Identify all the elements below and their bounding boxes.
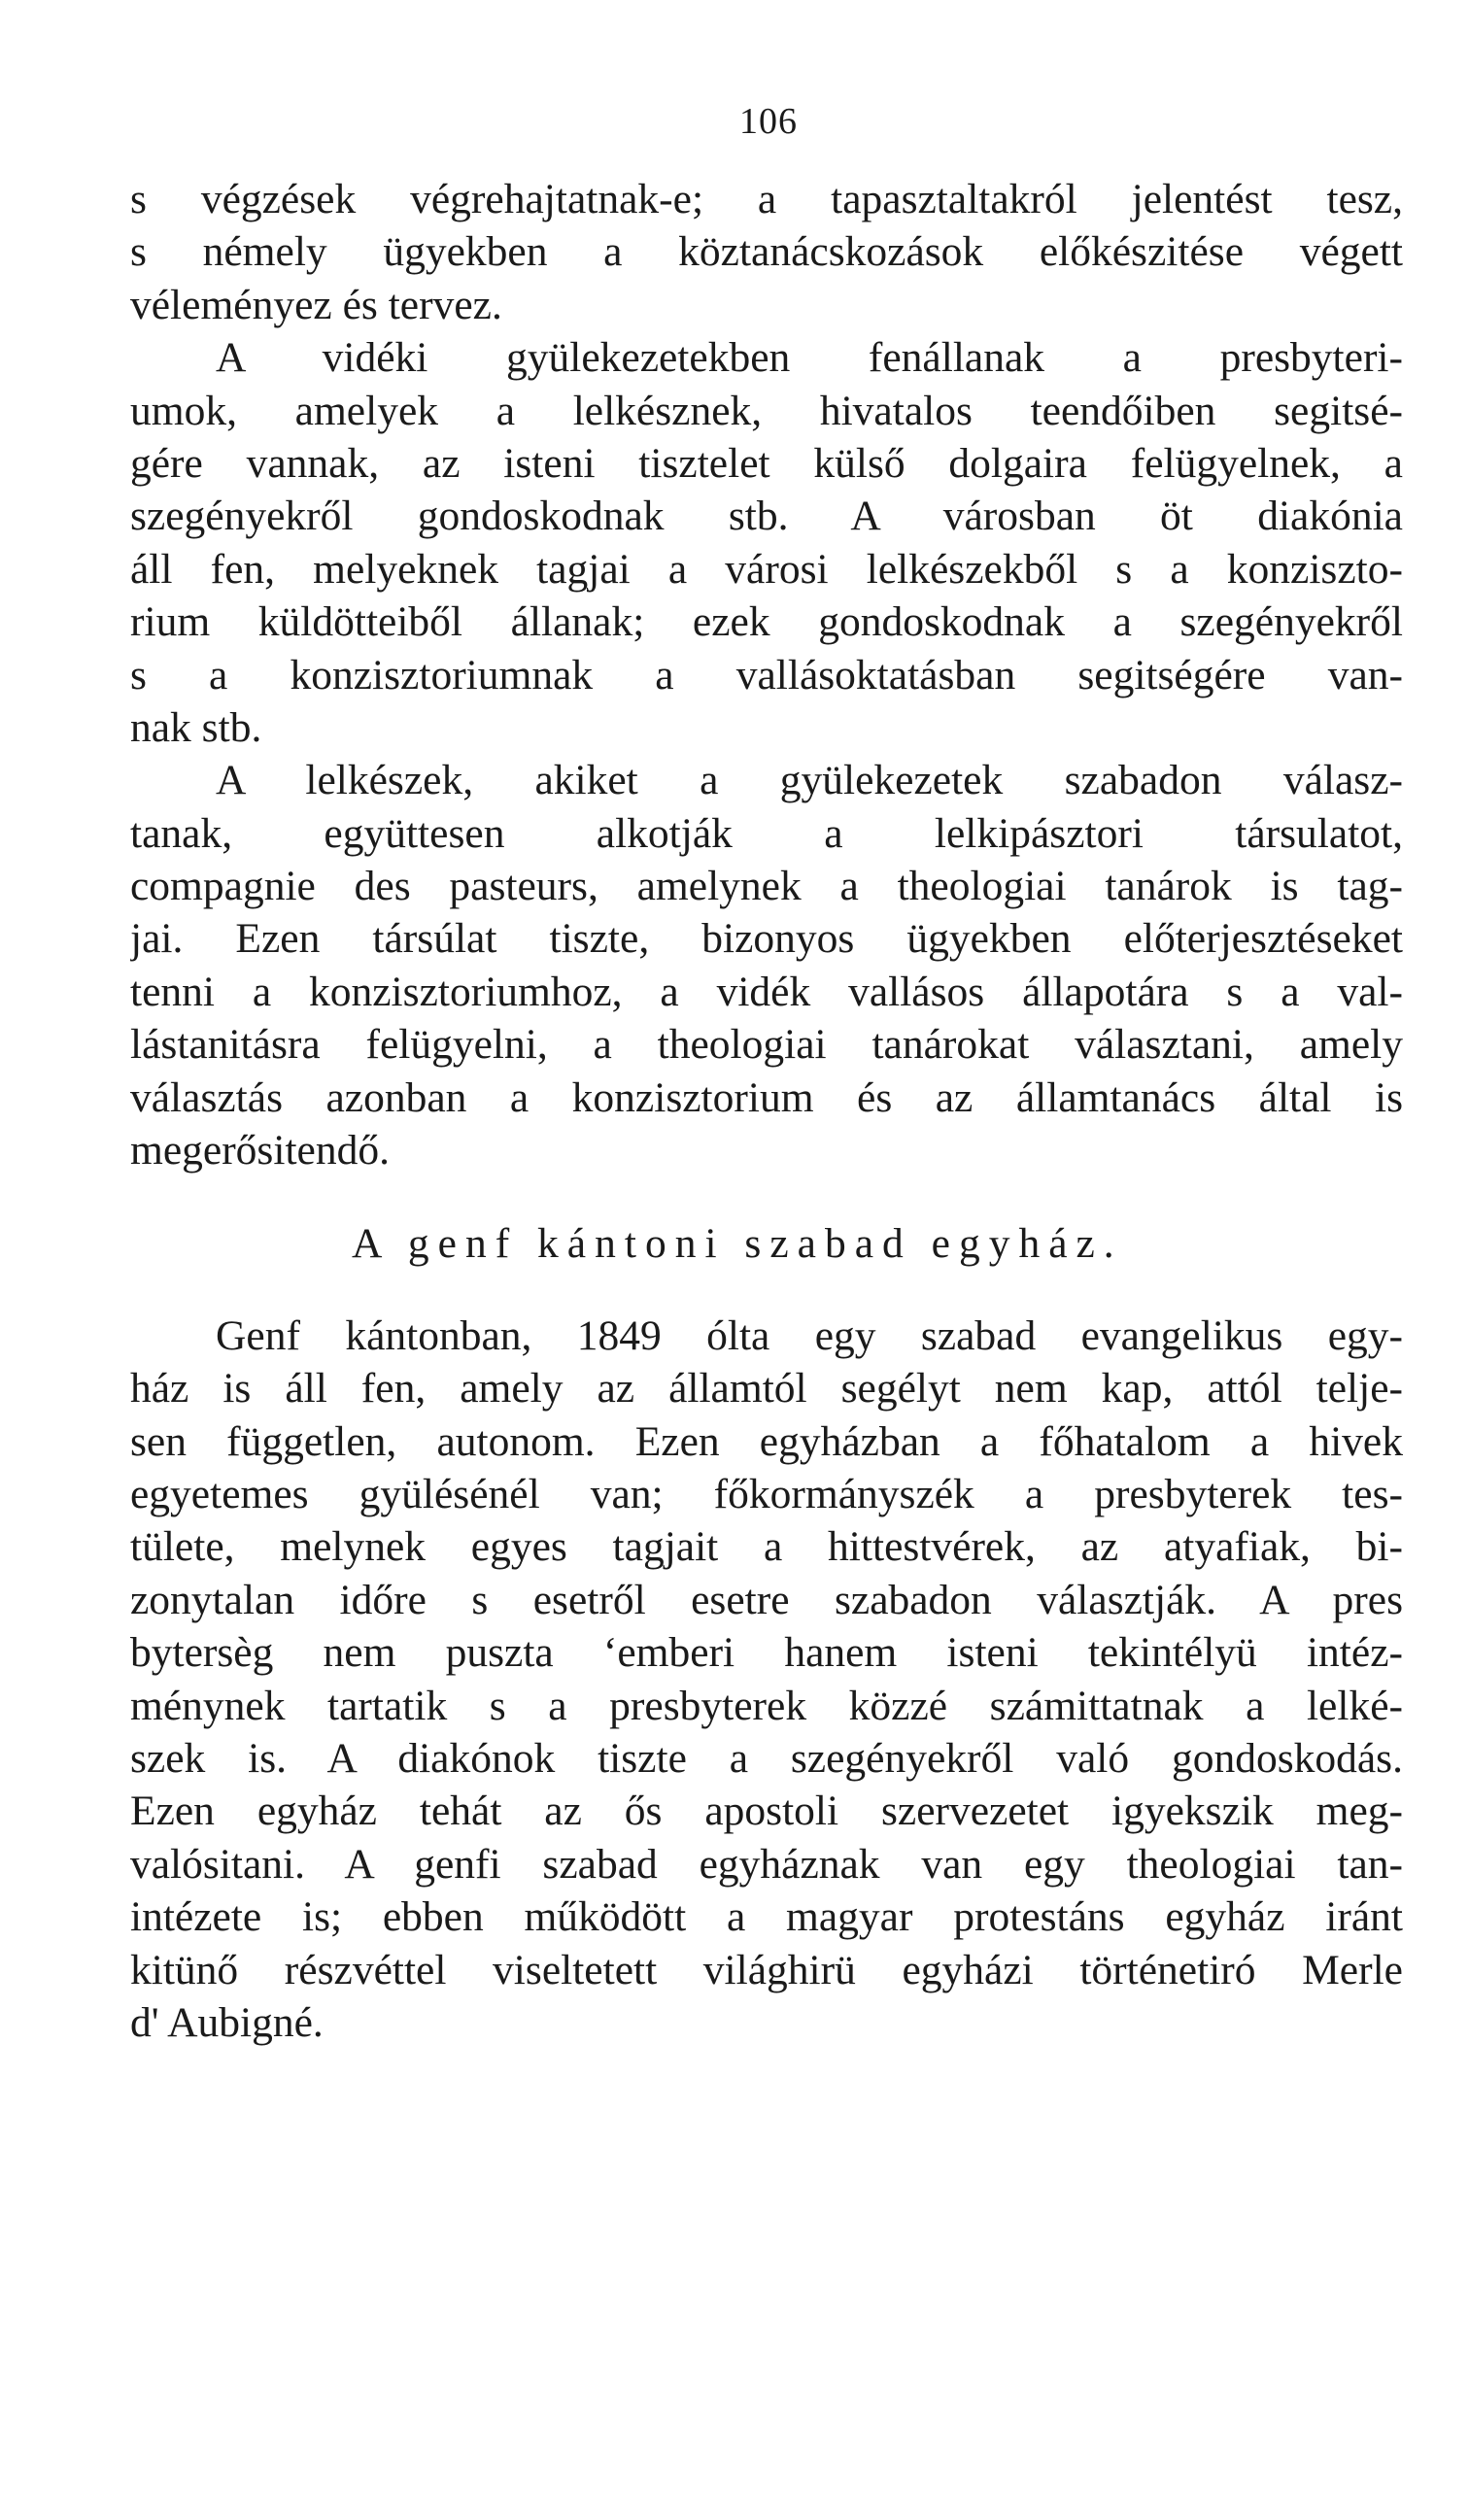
text-line: kitünő részvéttel viseltetett világhirü egyházi történetiró Merle [130, 1946, 1403, 1993]
text-line: A lelkészek, akiket a gyülekezetek szabadon válasz- [216, 757, 1403, 804]
text-line: intézete is; ebben működött a magyar protestáns egyház iránt [130, 1893, 1403, 1941]
text-line: bytersèg nem puszta ʻemberi hanem isteni tekintélyü intéz- [130, 1629, 1403, 1677]
text-line: véleményez és tervez. [130, 281, 502, 328]
paragraph [130, 1310, 1403, 2049]
page-number: 106 [739, 101, 798, 142]
text-line: tenni a konzisztoriumhoz, a vidék vallásos állapotára s a val- [130, 968, 1403, 1015]
text-line: tanak, együttesen alkotják a lelkipásztori társulatot, [130, 809, 1403, 857]
text-line: Genf kántonban, 1849 ólta egy szabad evangelikus egy- [216, 1311, 1403, 1359]
text-line: megerősitendő. [130, 1127, 390, 1175]
text-line: nak stb. [130, 703, 262, 751]
text-line: ménynek tartatik s a presbyterek közzé számittatnak a lelké- [130, 1682, 1403, 1729]
text-line: egyetemes gyülésénél van; főkormányszék a presbyterek tes- [130, 1470, 1403, 1517]
text-line: áll fen, melyeknek tagjai a városi lelkészekből s a konziszto- [130, 545, 1403, 593]
text-line: A vidéki gyülekezetekben fenállanak a presbyteri- [216, 334, 1403, 382]
text-line: zonytalan időre s esetről esetre szabadon választják. A pres [130, 1576, 1403, 1623]
text-line: Ezen egyház tehát az ős apostoli szervezetet igyekszik meg- [130, 1788, 1403, 1835]
text-line: gére vannak, az isteni tisztelet külső dolgaira felügyelnek, a [130, 439, 1403, 487]
text-line: lástanitásra felügyelni, a theologiai tanárokat választani, amely [130, 1021, 1403, 1069]
text-line: s a konzisztoriumnak a vallásoktatásban segitségére van- [130, 651, 1403, 698]
text-line: umok, amelyek a lelkésznek, hivatalos teendőiben segitsé- [130, 387, 1403, 434]
paragraph [130, 331, 1403, 754]
section-heading: A genf kántoni szabad egyház. [352, 1220, 1123, 1268]
text-line: szek is. A diakónok tiszte a szegényekről való gondoskodás. [130, 1734, 1403, 1782]
text-line: rium küldötteiből állanak; ezek gondoskodnak a szegényekről [130, 598, 1403, 646]
text-line: valósitani. A genfi szabad egyháznak van egy theologiai tan- [130, 1840, 1403, 1888]
text-line: szegényekről gondoskodnak stb. A városban öt diakónia [130, 493, 1403, 540]
text-line: sen független, autonom. Ezen egyházban a főhatalom a hivek [130, 1417, 1403, 1465]
text-line: választás azonban a konzisztorium és az államtanács által is [130, 1073, 1403, 1121]
text-line: jai. Ezen társúlat tiszte, bizonyos ügyekben előterjesztéseket [130, 915, 1403, 963]
text-line: compagnie des pasteurs, amelynek a theologiai tanárok is tag- [130, 863, 1403, 910]
paragraph [130, 754, 1403, 1176]
text-line: s végzések végrehajtatnak-e; a tapasztaltakról jelentést tesz, [130, 176, 1403, 222]
text-line: tülete, melynek egyes tagjait a hittestvérek, az atyafiak, bi- [130, 1523, 1403, 1571]
paragraph [130, 173, 1403, 331]
book-page [130, 97, 1403, 2049]
text-line: d' Aubigné. [130, 1998, 324, 2046]
text-line: s némely ügyekben a köztanácskozások előkészitése végett [130, 228, 1403, 276]
text-line: ház is áll fen, amely az államtól segélyt nem kap, attól telje- [130, 1365, 1403, 1413]
